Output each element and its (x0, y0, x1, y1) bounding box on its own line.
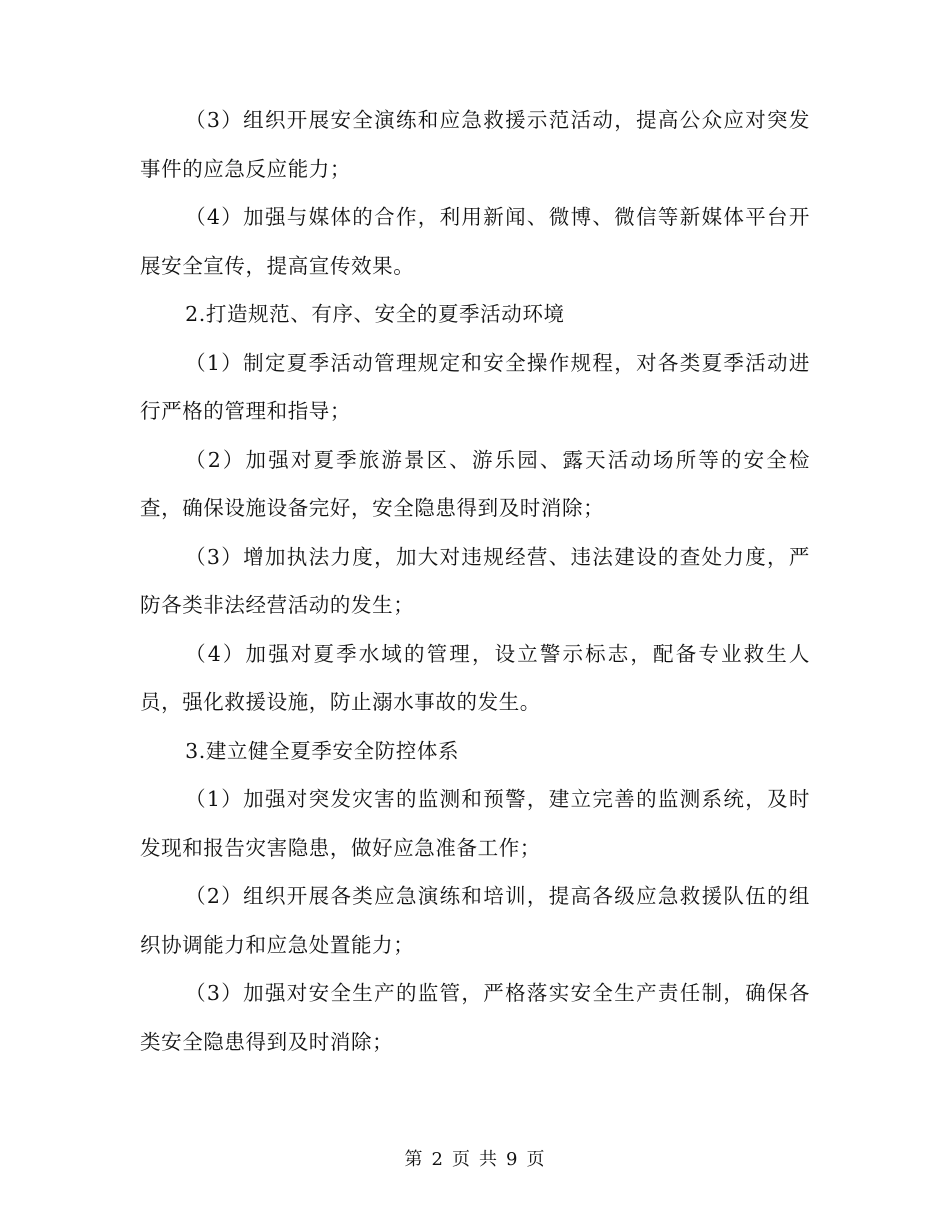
footer-page-word: 页 (452, 1149, 471, 1170)
paragraph: （1）加强对突发灾害的监测和预警，建立完善的监测系统，及时发现和报告灾害隐患，做好应急准备工作； (140, 787, 810, 860)
paragraph: （3）组织开展安全演练和应急救援示范活动，提高公众应对突发事件的应急反应能力； (140, 108, 810, 181)
paragraph: （4）加强与媒体的合作，利用新闻、微博、微信等新媒体平台开展安全宣传，提高宣传效果。 (140, 205, 810, 278)
total-page-number: 9 (506, 1149, 519, 1170)
page-number-footer (0, 1145, 950, 1171)
paragraph: （3）增加执法力度，加大对违规经营、违法建设的查处力度，严防各类非法经营活动的发生； (140, 544, 810, 617)
section-heading: 2.打造规范、有序、安全的夏季活动环境 (185, 302, 565, 326)
paragraph: （2）组织开展各类应急演练和培训，提高各级应急救援队伍的组织协调能力和应急处置能力； (140, 884, 810, 957)
paragraph: （3）加强对安全生产的监管，严格落实安全生产责任制，确保各类安全隐患得到及时消除； (140, 981, 810, 1054)
section-heading: 3.建立健全夏季安全防控体系 (185, 738, 460, 763)
paragraph: （1）制定夏季活动管理规定和安全操作规程，对各类夏季活动进行严格的管理和指导； (140, 350, 810, 423)
footer-total-word: 共 (479, 1149, 498, 1170)
current-page-number: 2 (431, 1149, 444, 1170)
paragraph: （2）加强对夏季旅游景区、游乐园、露天活动场所等的安全检查，确保设施设备完好，安全隐患得到及时消除； (140, 447, 810, 520)
footer-prefix: 第 (404, 1149, 424, 1170)
document-body (140, 96, 810, 1066)
footer-suffix: 页 (526, 1149, 546, 1170)
paragraph: （4）加强对夏季水域的管理，设立警示标志，配备专业救生人员，强化救援设施，防止溺水事故的发生。 (140, 641, 810, 714)
